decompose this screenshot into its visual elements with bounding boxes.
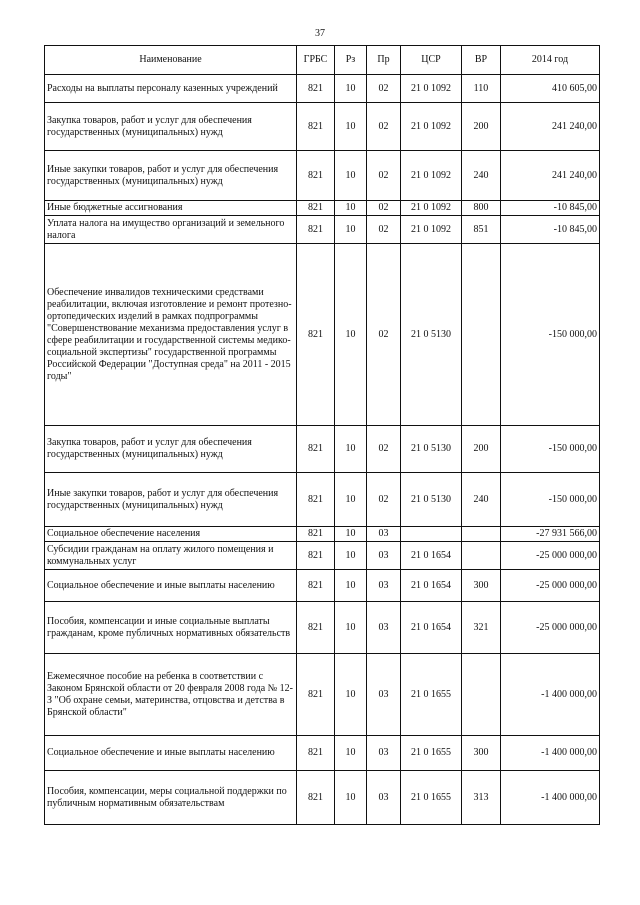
row-grbs: 821 <box>297 426 335 473</box>
row-grbs: 821 <box>297 201 335 216</box>
header-amount: 2014 год <box>501 46 600 75</box>
table-row <box>45 426 600 473</box>
row-pr: 03 <box>367 570 401 602</box>
row-vr: 313 <box>462 771 501 825</box>
row-grbs: 821 <box>297 216 335 244</box>
row-name: Иные бюджетные ассигнования <box>45 201 297 216</box>
row-rz: 10 <box>335 602 367 654</box>
row-amount: -1 400 000,00 <box>501 654 600 736</box>
table-row <box>45 244 600 426</box>
row-pr: 03 <box>367 736 401 771</box>
row-grbs: 821 <box>297 602 335 654</box>
row-csr: 21 0 1092 <box>401 151 462 201</box>
row-name: Пособия, компенсации, меры социальной поддержки по публичным нормативным обязательствам <box>45 771 297 825</box>
table-row <box>45 527 600 542</box>
row-amount: -25 000 000,00 <box>501 542 600 570</box>
row-csr: 21 0 1092 <box>401 103 462 151</box>
row-rz: 10 <box>335 151 367 201</box>
row-name: Закупка товаров, работ и услуг для обеспечения государственных (муниципальных) нужд <box>45 103 297 151</box>
row-rz: 10 <box>335 771 367 825</box>
row-amount: -27 931 566,00 <box>501 527 600 542</box>
table-row <box>45 736 600 771</box>
row-grbs: 821 <box>297 527 335 542</box>
row-grbs: 821 <box>297 244 335 426</box>
row-amount: -10 845,00 <box>501 201 600 216</box>
row-grbs: 821 <box>297 654 335 736</box>
row-name: Социальное обеспечение населения <box>45 527 297 542</box>
row-rz: 10 <box>335 426 367 473</box>
row-pr: 02 <box>367 151 401 201</box>
row-pr: 02 <box>367 426 401 473</box>
row-vr: 300 <box>462 736 501 771</box>
row-amount: -1 400 000,00 <box>501 736 600 771</box>
row-rz: 10 <box>335 244 367 426</box>
table-row <box>45 771 600 825</box>
row-amount: -150 000,00 <box>501 244 600 426</box>
table-header-row <box>45 46 600 75</box>
row-pr: 02 <box>367 75 401 103</box>
table-row <box>45 654 600 736</box>
row-csr: 21 0 1655 <box>401 771 462 825</box>
row-rz: 10 <box>335 103 367 151</box>
row-name: Социальное обеспечение и иные выплаты населению <box>45 736 297 771</box>
row-pr: 02 <box>367 244 401 426</box>
row-amount: 410 605,00 <box>501 75 600 103</box>
row-grbs: 821 <box>297 771 335 825</box>
row-csr: 21 0 1654 <box>401 602 462 654</box>
row-rz: 10 <box>335 216 367 244</box>
row-csr: 21 0 1655 <box>401 736 462 771</box>
table-row <box>45 473 600 527</box>
row-vr <box>462 654 501 736</box>
row-csr: 21 0 1655 <box>401 654 462 736</box>
row-name: Иные закупки товаров, работ и услуг для обеспечения государственных (муниципальных) нужд <box>45 151 297 201</box>
table-row <box>45 201 600 216</box>
row-rz: 10 <box>335 570 367 602</box>
row-pr: 02 <box>367 216 401 244</box>
header-csr: ЦСР <box>401 46 462 75</box>
row-grbs: 821 <box>297 473 335 527</box>
row-name: Уплата налога на имущество организаций и земельного налога <box>45 216 297 244</box>
row-amount: -25 000 000,00 <box>501 570 600 602</box>
table-row <box>45 75 600 103</box>
row-vr: 800 <box>462 201 501 216</box>
row-grbs: 821 <box>297 570 335 602</box>
row-grbs: 821 <box>297 542 335 570</box>
row-amount: -25 000 000,00 <box>501 602 600 654</box>
row-pr: 02 <box>367 201 401 216</box>
row-pr: 03 <box>367 654 401 736</box>
row-csr: 21 0 5130 <box>401 244 462 426</box>
row-grbs: 821 <box>297 103 335 151</box>
row-grbs: 821 <box>297 736 335 771</box>
row-vr <box>462 527 501 542</box>
header-grbs: ГРБС <box>297 46 335 75</box>
budget-table <box>44 45 600 825</box>
row-vr <box>462 542 501 570</box>
row-name: Ежемесячное пособие на ребенка в соответствии с Законом Брянской области от 20 февраля 2008 года № 12-З "Об охране семьи, материнства, отцовства и детства в Брянской области" <box>45 654 297 736</box>
row-name: Расходы на выплаты персоналу казенных учреждений <box>45 75 297 103</box>
row-csr: 21 0 5130 <box>401 473 462 527</box>
header-vr: ВР <box>462 46 501 75</box>
row-grbs: 821 <box>297 151 335 201</box>
row-amount: 241 240,00 <box>501 151 600 201</box>
row-vr: 240 <box>462 151 501 201</box>
row-vr: 200 <box>462 103 501 151</box>
row-name: Социальное обеспечение и иные выплаты населению <box>45 570 297 602</box>
table-row <box>45 602 600 654</box>
row-pr: 03 <box>367 602 401 654</box>
table-row <box>45 103 600 151</box>
row-rz: 10 <box>335 654 367 736</box>
header-name: Наименование <box>45 46 297 75</box>
row-csr <box>401 527 462 542</box>
row-amount: 241 240,00 <box>501 103 600 151</box>
row-vr: 851 <box>462 216 501 244</box>
row-rz: 10 <box>335 542 367 570</box>
row-rz: 10 <box>335 473 367 527</box>
row-csr: 21 0 1092 <box>401 216 462 244</box>
row-amount: -1 400 000,00 <box>501 771 600 825</box>
row-vr: 300 <box>462 570 501 602</box>
row-pr: 03 <box>367 527 401 542</box>
row-csr: 21 0 1092 <box>401 75 462 103</box>
row-name: Пособия, компенсации и иные социальные выплаты гражданам, кроме публичных нормативных обязательств <box>45 602 297 654</box>
header-rz: Рз <box>335 46 367 75</box>
row-pr: 03 <box>367 771 401 825</box>
row-pr: 03 <box>367 542 401 570</box>
row-vr: 200 <box>462 426 501 473</box>
row-csr: 21 0 1654 <box>401 570 462 602</box>
row-grbs: 821 <box>297 75 335 103</box>
row-amount: -150 000,00 <box>501 473 600 527</box>
row-amount: -10 845,00 <box>501 216 600 244</box>
row-pr: 02 <box>367 473 401 527</box>
table-row <box>45 542 600 570</box>
row-csr: 21 0 5130 <box>401 426 462 473</box>
row-vr: 240 <box>462 473 501 527</box>
row-amount: -150 000,00 <box>501 426 600 473</box>
row-csr: 21 0 1654 <box>401 542 462 570</box>
row-csr: 21 0 1092 <box>401 201 462 216</box>
row-rz: 10 <box>335 527 367 542</box>
row-name: Закупка товаров, работ и услуг для обеспечения государственных (муниципальных) нужд <box>45 426 297 473</box>
row-vr: 321 <box>462 602 501 654</box>
row-name: Субсидии гражданам на оплату жилого помещения и коммунальных услуг <box>45 542 297 570</box>
row-rz: 10 <box>335 736 367 771</box>
table-row <box>45 151 600 201</box>
row-name: Иные закупки товаров, работ и услуг для обеспечения государственных (муниципальных) нужд <box>45 473 297 527</box>
table-row <box>45 570 600 602</box>
table-row <box>45 216 600 244</box>
row-vr: 110 <box>462 75 501 103</box>
row-pr: 02 <box>367 103 401 151</box>
row-rz: 10 <box>335 201 367 216</box>
page-number: 37 <box>315 28 325 39</box>
row-name: Обеспечение инвалидов техническими средствами реабилитации, включая изготовление и ремонт протезно-ортопедических изделий в рамках подпрограммы "Совершенствование механизма предоставления услуг в сфере реабилитации и государственной системы медико-социальной экспертизы" государственной программы Российской Федерации "Доступная среда" на 2011 - 2015 годы" <box>45 244 297 426</box>
header-pr: Пр <box>367 46 401 75</box>
row-vr <box>462 244 501 426</box>
row-rz: 10 <box>335 75 367 103</box>
